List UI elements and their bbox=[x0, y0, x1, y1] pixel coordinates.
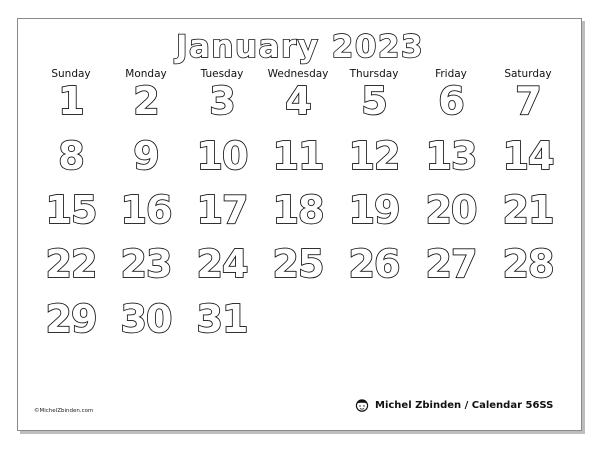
day-cell: 19 bbox=[348, 188, 400, 232]
copyright-text: ©MichelZbinden.com bbox=[34, 408, 94, 414]
day-cell: 7 bbox=[515, 79, 541, 123]
day-cell: 23 bbox=[120, 242, 172, 286]
day-cell: 2 bbox=[133, 79, 159, 123]
weekday-thursday: Thursday bbox=[349, 68, 399, 80]
day-cell: 29 bbox=[45, 297, 97, 341]
day-cell: 4 bbox=[285, 79, 311, 123]
day-cell: 25 bbox=[272, 242, 324, 286]
day-cell: 10 bbox=[196, 134, 248, 178]
day-cell: 3 bbox=[209, 79, 235, 123]
day-cell: 30 bbox=[120, 297, 172, 341]
day-cell: 18 bbox=[272, 188, 324, 232]
day-cell: 11 bbox=[272, 134, 324, 178]
weekday-tuesday: Tuesday bbox=[200, 68, 244, 80]
day-cell: 16 bbox=[120, 188, 172, 232]
day-cell: 27 bbox=[425, 242, 477, 286]
day-cell: 28 bbox=[502, 242, 554, 286]
weekday-saturday: Saturday bbox=[504, 68, 552, 80]
weekday-sunday: Sunday bbox=[51, 68, 91, 80]
day-cell: 9 bbox=[133, 134, 159, 178]
day-cell: 21 bbox=[502, 188, 554, 232]
day-cell: 31 bbox=[196, 297, 248, 341]
day-cell: 15 bbox=[45, 188, 97, 232]
day-cell: 17 bbox=[196, 188, 248, 232]
day-cell: 1 bbox=[58, 79, 84, 123]
brand-text: Michel Zbinden / Calendar 56SS bbox=[375, 399, 554, 411]
day-cell: 22 bbox=[45, 242, 97, 286]
brand-signature bbox=[355, 398, 553, 412]
day-cell: 8 bbox=[58, 134, 84, 178]
day-cell: 20 bbox=[425, 188, 477, 232]
day-cell: 26 bbox=[348, 242, 400, 286]
day-cell: 24 bbox=[196, 242, 248, 286]
day-cell: 5 bbox=[361, 79, 387, 123]
calendar-title: January 2023 bbox=[175, 29, 425, 65]
weekday-friday: Friday bbox=[435, 68, 467, 80]
face-logo-icon bbox=[355, 398, 369, 412]
weekday-monday: Monday bbox=[125, 68, 167, 80]
day-cell: 6 bbox=[438, 79, 464, 123]
weekday-wednesday: Wednesday bbox=[267, 68, 329, 80]
day-cell: 12 bbox=[348, 134, 400, 178]
day-cell: 13 bbox=[425, 134, 477, 178]
day-cell: 14 bbox=[502, 134, 554, 178]
